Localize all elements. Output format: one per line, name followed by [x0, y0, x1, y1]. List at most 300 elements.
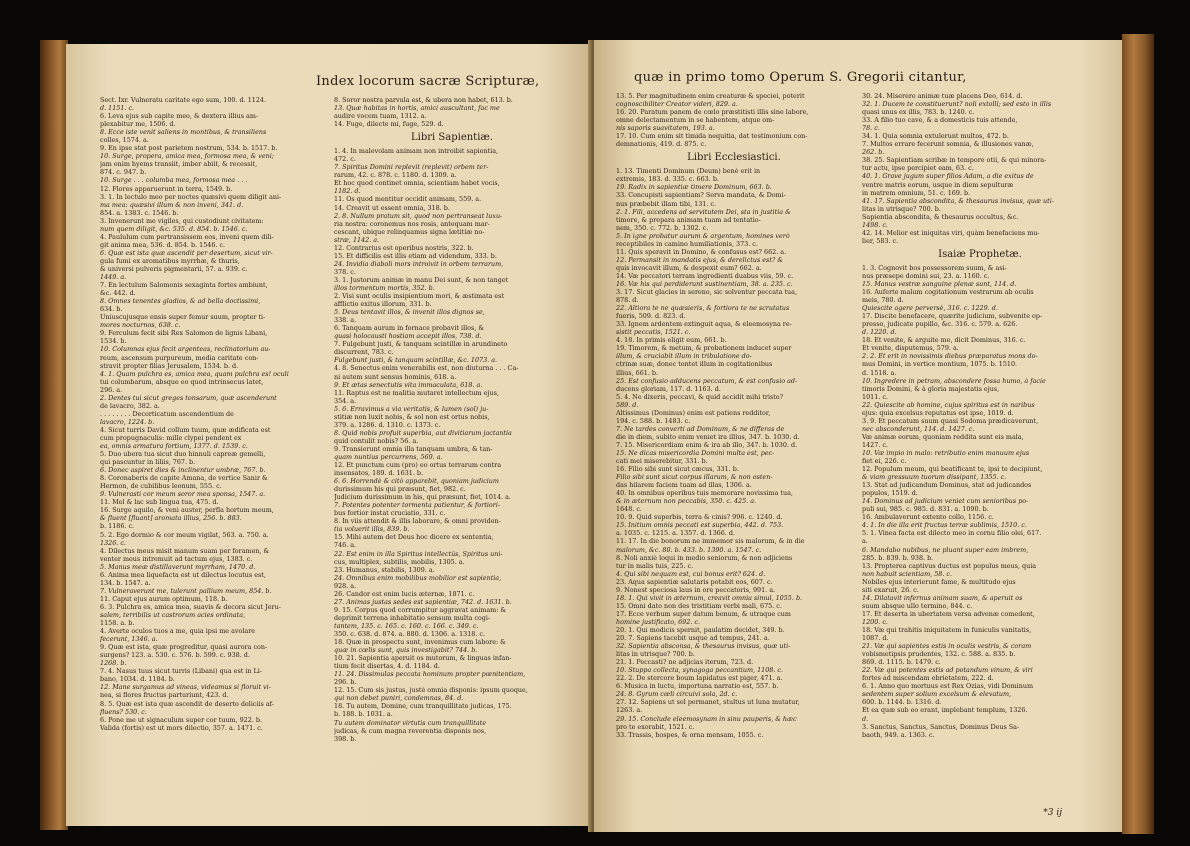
index-entry-line: illum, & cruciabit illum in tribulatione do-: [616, 352, 752, 361]
index-entry-line: b. 188. b. 1031. a.: [334, 710, 393, 719]
index-entry-line: 1011. c.: [862, 392, 888, 401]
index-entry-line: meis, 780. d.: [862, 296, 904, 305]
index-entry-line: 1534. b.: [100, 337, 127, 346]
index-entry-line: git anima mea, 536. d. 854. b. 1546. c.: [100, 240, 226, 249]
index-entry-line: 13. Propterea captivus ductus est populus meus, quia: [862, 561, 1037, 570]
index-entry-line: 350. c. 638. d. 874. a. 880. d. 1306. a. 1318. c.: [334, 630, 486, 638]
right-running-head: quæ in primo tomo Operum S. Gregorii citantur,: [634, 70, 967, 85]
index-entry-line: baoth, 949. a. 1363. c.: [862, 730, 935, 739]
index-entry-line: Væ animæ eorum, quoniam reddita sunt eis mala,: [862, 432, 1024, 441]
index-entry-line: 15. Mihi autem det Deus hoc dicere ex sententia,: [334, 533, 494, 542]
index-entry-line: stitiæ non luxit nobis, & sol non est ortus nobis,: [334, 412, 490, 421]
index-entry-line: 10. Stuppa collecta, synagoga peccantium, 1108. c.: [616, 666, 784, 675]
index-entry-line: 9. Vulnerasti cor meum soror mea sponsa, 1547. a.: [100, 490, 266, 499]
index-entry-line: 17. Et deserta in ubertatem versa advenæ comedent,: [862, 609, 1035, 618]
index-entry-line: 29. 15. Conclude eleemosynam in sinu pauperis, & hæc: [616, 714, 797, 723]
index-entry-line: fecerunt, 1346. a.: [100, 635, 158, 644]
index-entry-line: 2. 2. Et erit in novissimis diebus præparatus mons do-: [862, 352, 1038, 361]
left-column-1: [100, 96, 328, 816]
index-entry-line: a.: [862, 537, 868, 546]
index-entry-line: 7. Multos errare fecerunt somnia, & illusiones vanæ,: [862, 140, 1034, 149]
index-entry-line: receptibiles in camino humiliationis, 373. c.: [616, 239, 758, 248]
index-entry-line: 3. 9. Et peccatum suum quasi Sodoma prædicaverunt,: [862, 416, 1039, 425]
index-entry-line: 378. c.: [334, 267, 356, 276]
index-entry-line: 6. Tanquam aurum in fornace probavit illos, &: [334, 324, 485, 333]
index-entry-line: 18. Væ qui trahitis iniquitatem in funiculis vanitatis,: [862, 626, 1032, 634]
index-entry-line: litas in utrisque? 700. b.: [616, 650, 695, 659]
index-entry-line: 6. Pone me ut signaculum super cor tuum, 922. b.: [100, 715, 262, 724]
index-entry-line: 1158. a. b.: [100, 619, 135, 628]
index-entry-line: plexabitur me, 1506. d.: [100, 120, 176, 129]
index-entry-line: mus Domini, in vertice montium, 1075. b. 1510.: [862, 360, 1018, 369]
index-entry-line: 5. 1. Vinea facta est dilecto meo in cornu filio olei, 617.: [862, 529, 1042, 538]
index-entry-line: 634. b.: [100, 305, 123, 314]
index-entry-line: 9. Nonest speciosa laus in ore peccatoris, 991. a.: [616, 585, 776, 594]
index-entry-line: 42. 14. Melior est iniquitas viri, quàm benefaciens mu-: [862, 228, 1040, 237]
section-heading: Isaiæ Prophetæ.: [938, 248, 1022, 260]
index-entry-line: 2. Visi sunt oculis insipientium mori, & æstimata est: [334, 292, 505, 301]
index-entry-line: 7. Fulgebunt justi, & tanquam scintillæ in arundineto: [334, 340, 508, 349]
section-heading: Libri Ecclesiastici.: [687, 152, 781, 164]
index-entry-line: 14. Creavit ut essent omnia, 318. b.: [334, 203, 450, 212]
index-entry-line: pro te exorabit, 1521. c.: [616, 722, 695, 731]
index-entry-line: rarum, 42. c. 878. c. 1180. d. 1309. a.: [334, 171, 457, 180]
index-entry-line: 7. Vulneraverunt me, tulerunt pallium meum, 854. b.: [100, 586, 272, 595]
index-entry-line: 338. a.: [334, 316, 357, 325]
index-entry-line: quæ in cœlis sunt, quis investigabit? 744. b.: [334, 646, 478, 655]
index-entry-line: & viam gressuum tuorum dissipant, 1355. c.: [862, 473, 1007, 482]
index-entry-line: 285. b. 839. b. 938. b.: [862, 553, 934, 562]
index-entry-line: ma mea: quæsivi illum & non inveni, 341. d.: [100, 200, 244, 209]
index-entry-line: Et venite, disputemus, 579. a.: [862, 344, 959, 353]
index-entry-line: 3. 1. Justorum animæ in manu Dei sunt, & non tanget: [334, 275, 509, 284]
index-entry-line: 8. In viis attendit & illis laborare, & omni providen-: [334, 517, 501, 526]
index-entry-line: 5. Deus tentavit illos, & invenit illos dignos se,: [334, 308, 485, 317]
index-entry-line: 9. Et ætas senectutis vita immaculata, 618. a.: [334, 380, 483, 389]
index-entry-line: die in diem, subito enim veniet ira illius, 347. b. 1030. d.: [616, 432, 800, 441]
index-entry-line: ducens gloriam, 117. d. 1163. d.: [616, 384, 721, 393]
index-entry-line: 1498. c.: [862, 220, 888, 229]
index-entry-line: 878. d.: [616, 296, 639, 305]
index-entry-line: quis invocavit illum, & despexit eum? 662. a.: [616, 263, 762, 272]
index-entry-line: 2. Dentes tui sicut greges tonsarum, quæ ascenderunt: [100, 393, 277, 402]
index-entry-line: 6. 6. Horrendè & citò apparebit, quoniam judicium: [334, 477, 499, 486]
index-entry-line: extremis, 183. d. 335. c. 663. b.: [616, 175, 719, 184]
index-entry-line: Hermon, de cubilibus leonum, 555. c.: [100, 482, 222, 491]
index-entry-line: 296. a.: [100, 385, 123, 394]
index-entry-line: 15. Et difficilis est illis etiam ad videndum, 333. b.: [334, 251, 497, 260]
index-entry-line: 1449. a.: [100, 273, 127, 282]
index-entry-line: 16. Filio sibi sunt sicut cæcus, 331. b.: [616, 465, 739, 474]
index-entry-line: 18. Quæ in prospectu sunt, invenimus cum labore: &: [334, 638, 506, 647]
index-entry-line: 7. Potentes potenter tormenta patientur, & fortiori-: [334, 501, 501, 510]
index-entry-line: 33. Trassis, hospes, & orna mensam, 1055. c.: [616, 730, 764, 739]
index-entry-line: 19. Timorem, & metum, & probationem inducet super: [616, 344, 792, 353]
index-entry-line: 6. 1. Anno quo mortuus est Rex Ozias, vidi Dominum: [862, 682, 1034, 691]
index-entry-line: & fluent [fluant] aromata illius, 256. b. 883.: [100, 514, 242, 523]
index-entry-line: 9. 15. Corpus quod corrumpitur aggravat animam: &: [334, 605, 507, 614]
index-entry-line: 5. In igne probatur aurum & argentum, homines verò: [616, 231, 790, 240]
index-entry-line: 21. 1. Peccasti? ne adjicias iterum, 723. d.: [616, 658, 754, 667]
index-entry-line: 23. Humanus, stabilis, 1309. a.: [334, 565, 435, 574]
index-entry-line: 2. 1. Fili, accedens ad servitutem Dei, sta in justitia &: [616, 207, 791, 216]
index-entry-line: 11. Raptus est ne malitia mutaret intellectum ejus,: [334, 388, 499, 397]
index-entry-line: 1087. d.: [862, 634, 889, 643]
index-entry-line: 1182. d.: [334, 187, 361, 196]
index-entry-line: Judicium durissimum in his, qui præsunt, fiet, 1014. a.: [334, 493, 511, 502]
index-entry-line: 11. Caput ejus aurum optimum, 118. b.: [100, 594, 228, 603]
index-entry-line: 19. Radix in sapientiæ timere Dominum, 663. b.: [616, 183, 772, 192]
index-entry-line: 13. Stat ad judicandum Dominus, stat ad judicandos: [862, 481, 1032, 490]
index-entry-line: Uniuscujusque ensis super femur suum, propter ti-: [100, 313, 266, 322]
index-entry-line: Sect. Ixr. Vulneratu caritate ego sum, 100. d. 1124.: [100, 96, 266, 104]
index-entry-line: 9. En ipse stat post parietem nostrum, 534. b. 1517. b.: [100, 144, 278, 153]
index-entry-line: 8. Quid nobis profuit superbia, aut divitiarum jactantia: [334, 428, 512, 437]
index-entry-line: 7. En lectulum Salomonis sexaginta fortes ambiunt,: [100, 281, 268, 290]
index-entry-line: 874. c. 947. b.: [100, 168, 147, 177]
index-entry-line: 589. d.: [616, 400, 639, 409]
index-entry-line: illius, 661. b.: [616, 368, 659, 377]
index-entry-line: 2. 8. Nullum pratum sit, quod non pertranseat luxu-: [334, 211, 503, 220]
index-entry-line: 16. Surge aquilo, & veni auster, perfla hortum meum,: [100, 506, 274, 515]
index-entry-line: 14. Dilatavit infernus animam suam, & aperuit os: [862, 593, 1023, 602]
index-entry-line: litas in utrisque? 700. b.: [862, 204, 941, 213]
index-entry-line: 33. Ignem ardentem extinguit aqua, & eleemosyna re-: [616, 320, 792, 329]
index-entry-line: 1263. a.: [616, 706, 643, 715]
index-entry-line: 16. Væ his qui perdiderunt sustinentiam, 38. a. 235. c.: [616, 279, 793, 288]
index-entry-line: surgens? 123. a. 530. c. 576. b. 599. c. 938. d.: [100, 651, 250, 660]
index-entry-line: 12. Permansit in mandatis ejus, & derelictus est? &: [616, 255, 784, 264]
index-entry-line: 11. 24. Dissimulas peccata hominum propter pœnitentiam,: [334, 670, 526, 679]
index-entry-line: 1427. c.: [862, 440, 888, 449]
index-entry-line: 22. Quiescite ab homine, cujus spiritus est in naribus: [862, 400, 1035, 409]
index-entry-line: ejus: quia excelsus reputatus est ipse, 1019. d.: [862, 408, 1014, 417]
index-entry-line: 78. c.: [862, 124, 880, 133]
index-entry-line: fluens? 530. c.: [100, 707, 147, 716]
index-entry-line: 9. Transierunt omnia illa tanquam umbra, & tan-: [334, 444, 493, 453]
index-entry-line: gula fumi ex aromatibus myrrhæ, & thuris,: [100, 256, 240, 265]
index-entry-line: 40. 1. Grave jugum super filios Adam, a die exitus de: [862, 172, 1034, 181]
index-entry-line: 12. 15. Cum sis justus, justè omnia disponis: ipsum quoque,: [334, 686, 528, 695]
index-entry-line: 15. Manus vestræ sanguine plenæ sunt, 114. d.: [862, 279, 1017, 288]
index-entry-line: quam nuntius percurrens, 569. a.: [334, 452, 443, 461]
right-page: [594, 40, 1122, 832]
index-entry-line: colles, 1574. a.: [100, 136, 149, 145]
index-entry-line: nec absconderunt, 114. d. 1427. c.: [862, 424, 975, 433]
index-entry-line: 41. 17. Sapientia abscondita, & thesaurus invisus, quæ uti-: [862, 196, 1054, 205]
index-entry-line: 5. Manus meæ distillaverunt myrrham, 1470. d.: [100, 562, 256, 571]
index-entry-line: nem, 350. c. 772. b. 1302. c.: [616, 223, 709, 232]
index-entry-line: 5. 6. Erravimus a via veritatis, & lumen (sol) ju-: [334, 404, 489, 413]
index-entry-line: nea, si flores fructus parturiunt, 423. d.: [100, 691, 229, 700]
index-entry-line: 262. b.: [862, 148, 885, 157]
index-entry-line: cognoscibiliter Creator videri, 829. a.: [616, 100, 738, 109]
index-entry-line: 33. A filio tuo cave, & a domesticis tuis attende,: [862, 116, 1018, 125]
index-entry-line: tantem, 135. c. 165. c. 160. c. 166. c. 349. c.: [334, 621, 479, 630]
index-entry-line: durissimum his qui præsunt, fiet, 982. c.: [334, 485, 466, 494]
index-entry-line: ni autem sunt sensus hominis, 618. a.: [334, 372, 457, 381]
index-entry-line: 9. Quæ est ista, quæ progreditur, quasi aurora con-: [100, 643, 268, 652]
index-entry-line: Et ea quæ sub eo erant, implebant templum, 1326.: [862, 706, 1028, 715]
index-entry-line: siti exaruit, 26. c.: [862, 585, 919, 594]
index-entry-line: illos tormentum mortis, 352. b.: [334, 283, 435, 292]
index-entry-line: 6. Quæ est ista quæ ascendit per desertum, sicut vir-: [100, 248, 273, 257]
index-entry-line: salem, terribilis ut castrorum acies ordinata,: [100, 611, 246, 619]
index-entry-line: 16. Ambulaverunt extento collo, 1156. c.: [862, 513, 994, 522]
index-entry-line: 10. Surge, propera, amica mea, formosa mea, & veni;: [100, 152, 274, 161]
index-entry-line: judicas, & cum magna reverentia disponis nos,: [334, 726, 487, 735]
index-entry-line: 17. 10. Cum enim sit timida nequitia, dat testimonium con-: [616, 132, 808, 141]
index-entry-line: 25. Est confusio adducens peccatum, & est confusio ad-: [616, 376, 798, 385]
index-entry-line: Sapientia abscondita, & thesaurus occultus, &c.: [862, 212, 1019, 221]
index-entry-line: quid contulit nobis? 56. a.: [334, 436, 419, 445]
index-entry-line: 13. 5. Per magnitudinem enim creaturæ & speciei, poterit: [616, 92, 805, 100]
index-entry-line: 10. 21. Sapientia aperuit os mutorum, & linguas infan-: [334, 654, 512, 663]
index-entry-line: d. 1151. c.: [100, 104, 135, 113]
index-entry-line: cum propugnaculis: mille clypei pendent ex: [100, 433, 242, 442]
index-entry-line: jam enim hyems transiit, imber abiit, & recessit,: [100, 160, 258, 169]
index-entry-line: 8. Omnes tenentes gladios, & ad bella doctissimi,: [100, 297, 261, 306]
section-heading: Libri Sapientiæ.: [411, 132, 493, 144]
index-entry-line: tur actu, ipse percipiet eam, 63. c.: [862, 164, 974, 173]
index-entry-line: 8. 5. Quæ est ista quæ ascendit de deserto deliciis af-: [100, 699, 274, 708]
index-entry-line: fiet ei, 226. c.: [862, 457, 907, 466]
index-entry-line: deprimit terrena inhabitatio sensum multa cogi-: [334, 613, 491, 622]
index-entry-line: 1200. c.: [862, 617, 888, 626]
index-entry-line: 4. 18. In primis eligit eum, 661. b.: [616, 336, 727, 345]
index-entry-line: 14. Væ peccatori terram ingredienti duabus viis, 59. c.: [616, 271, 794, 280]
index-entry-line: 24. Omnibus enim mobilibus mobilior est sapientia,: [334, 573, 502, 582]
index-entry-line: 22. Altiora te ne quæsieris, & fortiora te ne scrutatus: [616, 304, 790, 313]
index-entry-line: tia voluerit illis, 839. b.: [334, 525, 410, 534]
right-column-2: [862, 92, 1098, 818]
index-entry-line: 17. Discite benefacere, quærite judicium, subvenite op-: [862, 312, 1043, 321]
index-entry-line: ctrinæ suæ, donec tentet illum in cogitationibus: [616, 360, 773, 369]
index-entry-line: cati mei miserebitur, 331. b.: [616, 457, 708, 466]
index-entry-line: 5. 4. Ne dixeris, peccavi, & quid accidit mihi triste?: [616, 392, 784, 401]
index-entry-line: 32. 1. Ducem te constituerunt? noli extolli; sed esto in illis: [862, 100, 1052, 109]
index-entry-line: 10. Væ impio in malo: retributio enim manuum ejus: [862, 448, 1030, 457]
index-entry-line: 14. Dominus ad judicium veniet cum senioribus po-: [862, 497, 1029, 506]
index-entry-line: a. 1035. c. 1215. a. 1357. d. 1366. d.: [616, 529, 735, 538]
index-entry-line: 11. Os quod mentitur occidit animam, 559. a.: [334, 195, 482, 204]
index-entry-line: cescant, ubique relinquamus signa lætitiæ no-: [334, 227, 485, 236]
index-entry-line: sedentem super solium excelsum & elevatum,: [862, 690, 1012, 699]
index-entry-line: 24. 8. Gyrum cœli circuivi sola, 2d. c.: [616, 690, 738, 699]
index-entry-line: 10. Ingredere in petram, abscondere fossa humo, à facie: [862, 376, 1046, 385]
index-entry-line: d. 1518. a.: [862, 368, 897, 377]
index-entry-line: 869. d. 1115. b. 1479. c.: [862, 658, 941, 667]
index-entry-line: 8. Soror nostra parvula est, & ubera non habet, 613. b.: [334, 96, 513, 104]
index-entry-line: 4. 1. Quam pulchra es, amica mea, quam pulchra es! oculi: [100, 369, 289, 378]
index-entry-line: 600. b. 1144. b. 1316. d.: [862, 698, 942, 707]
index-entry-line: 13. Quæ habitas in hortis, amici auscultant, fac me: [334, 104, 500, 113]
index-entry-line: 12. Populum meum, qui beatificant te, ipsi te decipiunt,: [862, 465, 1043, 474]
index-entry-line: ria nostra: coronemus nos rosis, antequam mar-: [334, 219, 490, 228]
index-entry-line: audire vocem tuam, 1312. a.: [334, 112, 427, 121]
index-entry-line: mores nocturnos, 638. c.: [100, 321, 181, 330]
index-entry-line: 6. Leva ejus sub capite meo, & dextera illius am-: [100, 112, 259, 121]
index-entry-line: malorum, &c. 80. b. 433. b. 1390. a. 1547. c.: [616, 545, 762, 554]
index-entry-line: & universi pulveris pigmentarii, 57. a. 939. c.: [100, 264, 248, 273]
index-entry-line: lier, 583. c.: [862, 236, 899, 245]
index-entry-line: qui non debet puniri, condemnas, 84. d.: [334, 694, 464, 703]
index-entry-line: 4. Sicut turris David collum tuum, quæ ædificata est: [100, 425, 271, 434]
index-entry-line: 14. Fuge, dilecte mi, fuge, 529. d.: [334, 120, 444, 129]
index-entry-line: 472. c.: [334, 155, 356, 164]
index-entry-line: bano, 1034. d. 1184. b.: [100, 675, 175, 684]
index-entry-line: & in æternum non peccabis, 350. c. 425. a.: [616, 497, 757, 506]
index-entry-line: 1326. c.: [100, 538, 126, 547]
index-entry-line: populos, 1519. d.: [862, 489, 918, 498]
index-entry-line: 3. 1. In lectulo meo per noctes quæsivi quem diligit ani-: [100, 192, 282, 201]
index-entry-line: 20. 7. Sapiens tacebit usque ad tempus, 241. a.: [616, 634, 770, 643]
index-entry-line: Altissimus (Dominus) enim est patiens redditor,: [616, 408, 771, 417]
index-entry-line: 22. Væ qui potentes estis ad potandum vinum, & viri: [862, 666, 1033, 675]
index-entry-line: 22. Est enim in illa Spiritus intellectûs, Spiritus uni-: [334, 549, 503, 558]
index-entry-line: 10. Surge . . . columba mea, formosa mea . . .: [100, 176, 248, 185]
index-entry-line: &c. 442. d.: [100, 289, 136, 298]
index-entry-line: tium fecit disertas, 4. d. 1184. d.: [334, 662, 440, 671]
index-entry-line: 10. Columnas ejus fecit argenteas, reclinatorium au-: [100, 345, 271, 354]
index-entry-line: 4. 1. In die illa erit fructus terræ sublimis, 1510. c.: [862, 521, 1027, 530]
index-entry-line: 33. Concupisti sapientiam? Serva mandata, & Domi-: [616, 191, 786, 200]
index-entry-line: Valida (fortis) est ut mors dilectio, 357. a. 1471. c.: [100, 723, 263, 732]
index-entry-line: 296. b.: [334, 678, 357, 687]
index-entry-line: 18. 1. Qui vivit in æternum, creavit omnia simul, 1055. b.: [616, 593, 803, 602]
index-entry-line: 32. Sapientia absconsa, & thesaurus invisus, quæ uti-: [616, 642, 791, 651]
index-entry-line: lavacro, 1224. b.: [100, 417, 155, 426]
index-entry-line: 1. 3. Cognovit bos possessorem suum, & asi-: [862, 263, 1007, 272]
index-entry-line: 398. b.: [334, 734, 357, 743]
index-entry-line: 7. Ne tardes converti ad Dominum, & ne differas de: [616, 424, 785, 433]
index-entry-line: 16. Auferte malum cogitationum vestrarum ab oculis: [862, 288, 1034, 297]
index-entry-line: 1268. b.: [100, 659, 127, 668]
index-entry-line: reum, ascensum purpureum, media caritate con-: [100, 353, 259, 362]
index-entry-line: venter meus intremuit ad tactum ejus, 1383. c.: [100, 554, 253, 563]
index-entry-line: 11. 17. In die bonorum ne immemor sis malorum, & in die: [616, 537, 805, 546]
index-entry-line: 3. Invenerunt me vigiles, qui custodiunt civitatem:: [100, 216, 264, 225]
index-entry-line: 1648. c.: [616, 505, 642, 514]
index-entry-line: afflictio exitus illorum, 331. b.: [334, 300, 432, 309]
index-entry-line: 17. Ecce verbum super datum bonum, & utraque cum: [616, 609, 791, 618]
right-page-edges: [1122, 34, 1154, 834]
index-entry-line: 40. In omnibus operibus tuis memorare novissima tua,: [616, 489, 793, 498]
index-entry-line: 6. Musica in luctu, importuna narratio est, 557. b.: [616, 682, 779, 691]
index-entry-line: qui pascuntur in liliis, 767. b.: [100, 458, 196, 467]
index-entry-line: tui columbarum, absque eo quod intrinsecus latet,: [100, 377, 264, 386]
index-entry-line: 4. Paululum cum pertransissem eos, inveni quem dili-: [100, 232, 274, 241]
index-entry-line: timore, & prepara animam tuam ad tentatio-: [616, 215, 761, 224]
index-entry-line: 3. Sanctus, Sanctus, Sanctus, Dominus Deus Sa-: [862, 722, 1020, 731]
index-entry-line: 8. Ecce iste venit saliens in montibus, & transiliens: [100, 128, 267, 137]
index-entry-line: bus fortior instat cruciatio, 331. c.: [334, 509, 446, 518]
left-running-head: Index locorum sacræ Scripturæ,: [316, 74, 540, 89]
index-entry-line: 3. 17. Sicut glacies in sereno, sic solventur peccata tua,: [616, 288, 797, 297]
index-entry-line: 26. Candor est enim lucis æternæ, 1871. c.: [334, 589, 475, 598]
index-entry-line: Fulgebunt justi, & tanquam scintillæ, &c. 1073. a.: [334, 356, 498, 365]
index-entry-line: discurrent, 783. c.: [334, 348, 394, 357]
index-entry-line: cus, multiplex, subtilis, mobilis, 1305. a.: [334, 557, 465, 566]
index-entry-line: 10. 9. Quid superbis, terra & cinis? 996. c. 1240. d.: [616, 513, 783, 522]
index-entry-line: 20. 1. Qui modicis spernit, paulatim decidet, 349. b.: [616, 626, 785, 634]
index-entry-line: 11. Quis speravit in Domino, & confusus est? 662. a.: [616, 247, 787, 256]
index-entry-line: nus præsepe domini sui, 23. a. 1160. c.: [862, 271, 990, 280]
index-entry-line: 1. 13. Timenti Dominum (Deum) benè erit in: [616, 167, 761, 176]
index-entry-line: in matrem omnium, 51. c. 169. b.: [862, 188, 971, 197]
index-entry-line: tur in malis tuis, 225. c.: [616, 561, 694, 570]
index-entry-line: nus præbebit illam tibi, 131. c.: [616, 199, 717, 208]
signature-mark: *3 ij: [1043, 808, 1062, 818]
index-entry-line: 379. a. 1286. d. 1310. c. 1373. c.: [334, 420, 441, 429]
index-entry-line: 6. Donec aspiret dies & inclinentur umbræ, 767. b.: [100, 466, 266, 475]
index-entry-line: das hilarem faciem tuam ad illas, 1306. a.: [616, 481, 752, 490]
index-entry-line: d. 1220. d.: [862, 328, 897, 337]
left-column-2: [334, 96, 570, 816]
index-entry-line: de lavacro, 382. a.: [100, 401, 160, 410]
index-entry-line: 12. Contrarius est operibus nostris, 322. b.: [334, 243, 474, 252]
index-entry-line: Tu autem dominator virtutis cum tranquillitate: [334, 718, 487, 727]
index-entry-line: 4. Averte oculos tuos a me, quia ipsi me avolare: [100, 627, 256, 636]
index-entry-line: 12. Et punctum cum (pro) eo ortus terrarum contra: [334, 461, 501, 470]
index-entry-line: homine justificato, 692. c.: [616, 617, 700, 626]
left-page: [66, 44, 592, 826]
index-entry-line: omne delectamentum in se habentem, atque om-: [616, 116, 775, 125]
index-entry-line: ea, omnis armatura fortium, 1377. d. 1539. c.: [100, 442, 248, 451]
index-entry-line: 6. 3. Pulchra es, amica mea, suavis & decora sicut Jeru-: [100, 602, 281, 611]
index-entry-line: 18. Tu autem, Domine, cum tranquillitate judicas, 175.: [334, 702, 512, 711]
index-entry-line: 4. Dilectus meus misit manum suam per foramen, &: [100, 546, 270, 555]
index-entry-line: sistit peccatis, 1521. c.: [616, 328, 691, 337]
index-entry-line: 7. 4. Nasus tuus sicut turris (Libani) qua est in Li-: [100, 667, 262, 676]
index-entry-line: 354. a.: [334, 396, 357, 405]
index-entry-line: 23. Aqua sapientiæ salutaris potabit eos, 607. c.: [616, 577, 773, 586]
index-entry-line: 1. 4. In malevolam animam non introibit sapientia,: [334, 147, 499, 156]
index-entry-line: 6. Anima mea liquefacta est ut dilectus locutus est,: [100, 570, 266, 579]
index-entry-line: 928. a.: [334, 581, 357, 590]
index-entry-line: 16. 20. Paratum panem de cœlo præstitisti illis sine labore,: [616, 108, 809, 117]
index-entry-line: demnationis, 419. d. 875. c.: [616, 140, 707, 149]
index-entry-line: timoris Domini, & à gloria majestatis ejus,: [862, 384, 1000, 393]
index-entry-line: 5. Duo ubera tua sicut duo hinnuli capreæ gemelli,: [100, 450, 266, 459]
index-entry-line: 854. a. 1383. c. 1546. b.: [100, 208, 179, 217]
index-entry-line: nis saporis suavitatem, 193. a.: [616, 124, 715, 133]
index-entry-line: 15. Initium omnis peccati est superbia, 442. d. 753.: [616, 521, 784, 530]
index-entry-line: 30. 24. Miserere animæ tuæ placens Deo, 614. d.: [862, 92, 1023, 100]
index-entry-line: 7. 15. Misericordiam enim & ira ab illo, 347. b. 1030. d.: [616, 440, 798, 449]
index-entry-line: quasi holocausti hostiam accepit illos, 738. d.: [334, 332, 482, 341]
index-entry-line: 21. Væ qui sapientes estis in oculis vestris, & coram: [862, 642, 1032, 651]
index-entry-line: Nobiles ejus interierunt fame, & multitudo ejus: [862, 577, 1016, 586]
index-entry-line: vobismetipsis prudentes, 132. c. 588. a. 835. b.: [862, 650, 1016, 659]
index-entry-line: 15. Ne dicas misericordia Domini multa est, pec-: [616, 448, 775, 457]
index-entry-line: 8. Coronaberis de capite Amana, de vertice Sanir &: [100, 474, 268, 483]
index-entry-line: 38. 25. Sapientiam scribæ in tempore otii, & qui minora-: [862, 156, 1047, 165]
index-entry-line: insensatos, 189. d. 1631. b.: [334, 469, 424, 478]
index-entry-line: 5. 2. Ego dormio & cor meum vigilat, 563. a. 750. a.: [100, 530, 269, 539]
index-entry-line: 12. Flores apparuerunt in terra, 1549. b.: [100, 184, 233, 193]
index-entry-line: 134. b. 1547. a.: [100, 578, 151, 587]
index-entry-line: . . . . . . . . Decorticatum ascendentium de: [100, 409, 234, 418]
index-entry-line: non habuit scientiam, 58. c.: [862, 569, 953, 578]
index-entry-line: 27. Animas justas sedes est sapientiæ, 742. d. 1631. b.: [334, 597, 512, 606]
right-column-1: [616, 92, 852, 818]
index-entry-line: 34. 1. Quia somnia extulerunt multos, 472. b.: [862, 132, 1009, 141]
index-entry-line: Quiescite agere perversè, 316. c. 1229. d.: [862, 304, 998, 313]
index-entry-line: 22. 2. De stercore boum lapidatus est piger, 471. a.: [616, 674, 783, 683]
index-entry-line: b. 1186. c.: [100, 522, 135, 531]
index-entry-line: stravit propter filias Jerusalem, 1534. b. d.: [100, 361, 239, 370]
